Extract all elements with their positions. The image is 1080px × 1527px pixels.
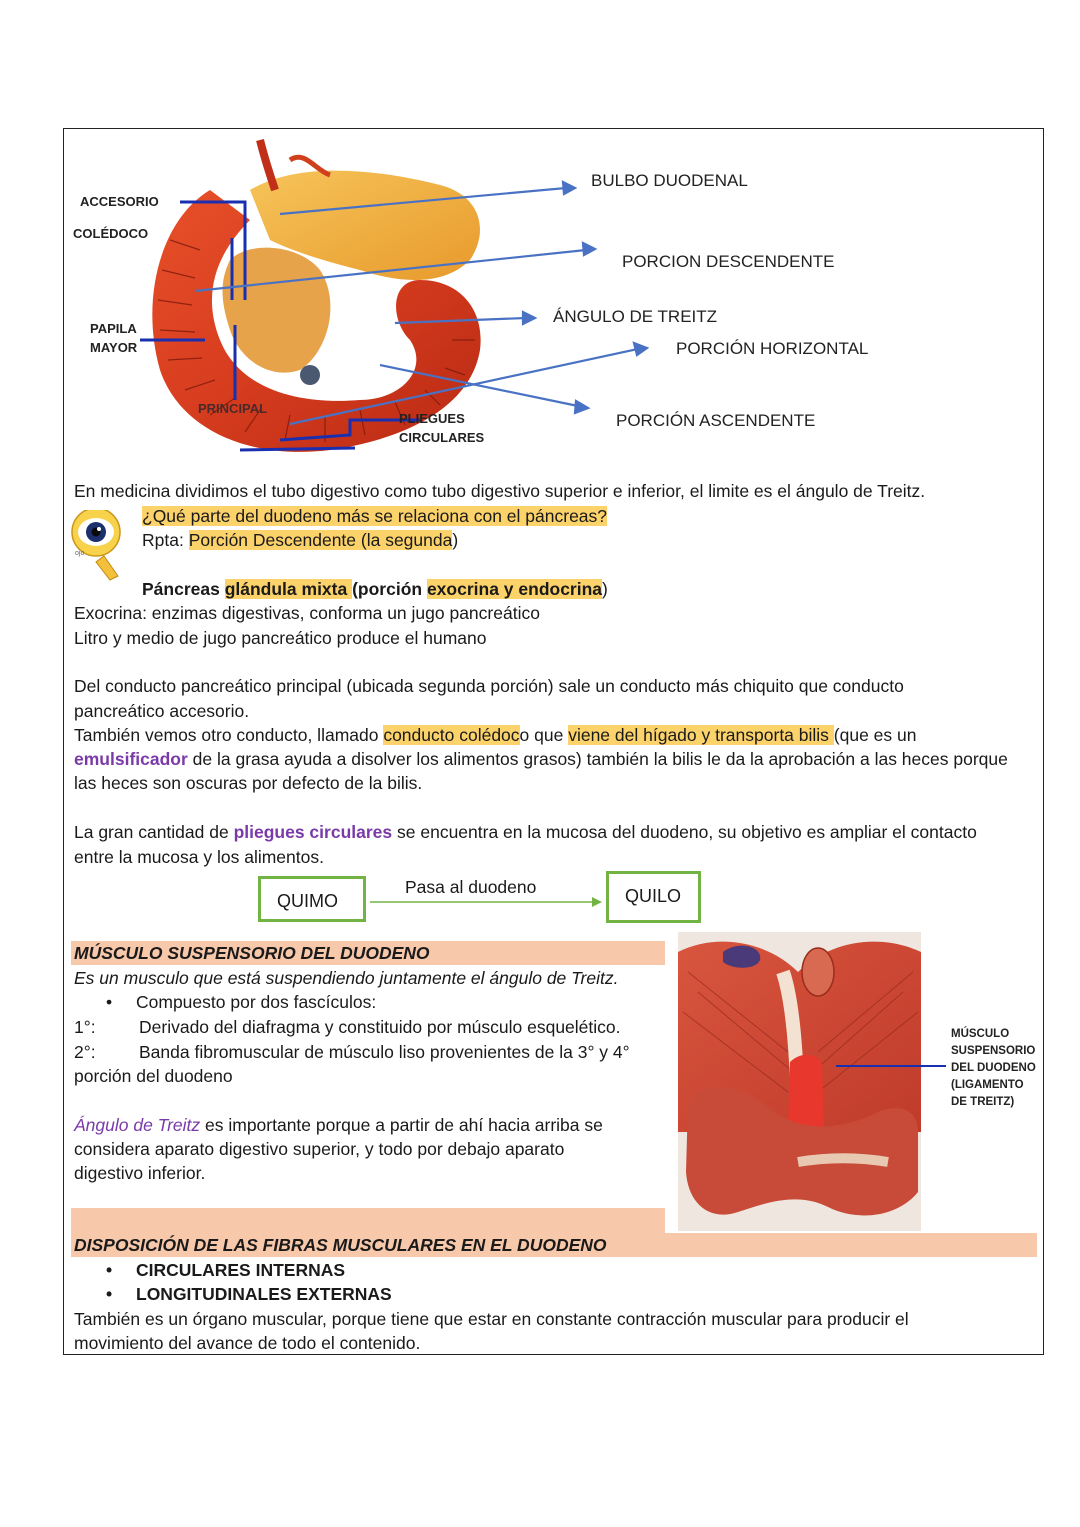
treitz-line-2: considera aparato digestivo superior, y todo por debajo aparato xyxy=(74,1139,565,1159)
pancreas-p3: ) xyxy=(602,579,608,599)
coledoco-line-1 xyxy=(74,723,916,748)
musculo-def-2b: porción del duodeno xyxy=(74,1066,233,1086)
coledoco-t1: También vemos otro conducto, llamado xyxy=(74,725,384,745)
exocrina-line: Exocrina: enzimas digestivas, conforma un jugo pancreático xyxy=(74,603,540,623)
suspensory-muscle-illustration xyxy=(678,932,921,1231)
suspensory-label-line-4: (LIGAMENTO xyxy=(951,1079,1024,1091)
label-coledoco: COLÉDOCO xyxy=(73,226,149,241)
fibras-bullet-1 xyxy=(106,1258,345,1283)
musculo-intro: Es un musculo que está suspendiendo juntamente el ángulo de Treitz. xyxy=(74,968,619,988)
section-fibras-header: DISPOSICIÓN DE LAS FIBRAS MUSCULARES EN EL DUODENO xyxy=(71,1233,1037,1257)
label-papila: PAPILA xyxy=(90,321,137,336)
eye-icon xyxy=(66,510,128,582)
fibras-bullet-2 xyxy=(106,1282,392,1307)
suspensory-label-line-2: SUSPENSORIO xyxy=(951,1045,1036,1057)
musculo-num-1: 1°: xyxy=(74,1017,96,1037)
pancreas-p1: Páncreas xyxy=(142,579,225,599)
treitz-t1: es importante porque a partir de ahí hacia arriba se xyxy=(200,1115,603,1135)
fibras-text-2: movimiento del avance de todo el contenido. xyxy=(74,1333,421,1353)
label-pliegues: PLIEGUES xyxy=(399,411,465,426)
suspensory-label xyxy=(951,1026,1036,1111)
treitz-line-3: digestivo inferior. xyxy=(74,1163,206,1183)
question-line xyxy=(142,504,607,529)
coledoco-line-2 xyxy=(74,747,1008,772)
answer-prefix: Rpta: xyxy=(142,530,189,550)
section-fibras-bg-top xyxy=(71,1208,665,1233)
pancreas-line xyxy=(142,577,608,602)
question-text: ¿Qué parte del duodeno más se relaciona con el páncreas? xyxy=(142,506,608,526)
pancreas-hl1: glándula mixta xyxy=(224,579,353,599)
litro-line: Litro y medio de jugo pancreático produce el humano xyxy=(74,628,487,648)
answer-highlight: Porción Descendente (la segunda xyxy=(188,530,453,550)
label-angulo-treitz: ÁNGULO DE TREITZ xyxy=(553,307,718,326)
pliegues-t2: se encuentra en la mucosa del duodeno, su objetivo es ampliar el contacto xyxy=(392,822,977,842)
coledoco-t4: de la grasa ayuda a disolver los alimentos grasos) también la bilis le da la aprobación a las heces porque xyxy=(187,749,1008,769)
bullet-dot: • xyxy=(106,1284,113,1304)
coledoco-line-3: las heces son oscuras por defecto de la bilis. xyxy=(74,773,423,793)
suspensory-label-line-1: MÚSCULO xyxy=(951,1028,1010,1040)
answer-suffix: ) xyxy=(452,530,459,550)
coledoco-t2: o que xyxy=(519,725,569,745)
fibras-item-2: LONGITUDINALES EXTERNAS xyxy=(136,1284,392,1304)
treitz-term: Ángulo de Treitz xyxy=(74,1115,201,1135)
answer-line xyxy=(142,528,458,553)
emulsificador-term: emulsificador xyxy=(74,749,188,769)
musculo-compuesto: Compuesto por dos fascículos: xyxy=(136,992,377,1012)
para-tubo-digestivo: En medicina dividimos el tubo digestivo como tubo digestivo superior e inferior, el limite es el ángulo de Treitz. xyxy=(74,481,926,501)
pliegues-line-1 xyxy=(74,820,977,845)
quimo-box xyxy=(258,876,366,922)
label-porcion-ascendente: PORCIÓN ASCENDENTE xyxy=(616,411,816,430)
conducto-line-1: Del conducto pancreático principal (ubicada segunda porción) sale un conducto más chiquito que conducto xyxy=(74,676,904,696)
pancreas-hl2: exocrina y endocrina xyxy=(426,579,603,599)
bullet-dot: • xyxy=(106,992,113,1012)
suspensory-pointer-line xyxy=(836,1062,948,1070)
pliegues-term: pliegues circulares xyxy=(233,822,393,842)
flow-arrow-label: Pasa al duodeno xyxy=(405,877,537,897)
quimo-label: QUIMO xyxy=(277,891,338,911)
musculo-def-2: Banda fibromuscular de músculo liso provenientes de la 3° y 4° xyxy=(139,1042,630,1062)
coledoco-hl1: conducto colédoc xyxy=(383,725,520,745)
label-porcion-descendente: PORCION DESCENDENTE xyxy=(622,252,835,271)
eye-icon-caption: ojo xyxy=(75,550,85,557)
pliegues-t1: La gran cantidad de xyxy=(74,822,234,842)
musculo-num-2: 2°: xyxy=(74,1042,96,1062)
quilo-box xyxy=(606,871,701,923)
suspensory-label-line-5: DE TREITZ) xyxy=(951,1096,1015,1108)
label-principal: PRINCIPAL xyxy=(198,401,268,416)
coledoco-hl2: viene del hígado y transporta bilis xyxy=(568,725,834,745)
figure-arrows xyxy=(0,0,1080,470)
musculo-def-1: Derivado del diafragma y constituido por músculo esquelético. xyxy=(139,1017,621,1037)
pliegues-line-2: entre la mucosa y los alimentos. xyxy=(74,847,324,867)
label-porcion-horizontal: PORCIÓN HORIZONTAL xyxy=(676,339,869,358)
label-mayor: MAYOR xyxy=(90,340,138,355)
label-circulares: CIRCULARES xyxy=(399,430,485,445)
fibras-item-1: CIRCULARES INTERNAS xyxy=(136,1260,346,1280)
coledoco-t3: (que es un xyxy=(833,725,917,745)
bullet-dot: • xyxy=(106,1260,113,1280)
conducto-line-2: pancreático accesorio. xyxy=(74,701,250,721)
suspensory-label-line-3: DEL DUODENO xyxy=(951,1062,1036,1074)
quilo-label: QUILO xyxy=(625,886,682,906)
label-bulbo-duodenal: BULBO DUODENAL xyxy=(591,171,748,190)
musculo-bullet-line xyxy=(106,990,376,1015)
section-musculo-header: MÚSCULO SUSPENSORIO DEL DUODENO xyxy=(71,941,665,965)
pancreas-p2: (porción xyxy=(352,579,427,599)
fibras-text-1: También es un órgano muscular, porque tiene que estar en constante contracción muscular para producir el xyxy=(74,1309,909,1329)
label-accesorio: ACCESORIO xyxy=(80,194,159,209)
treitz-line-1 xyxy=(74,1113,603,1138)
